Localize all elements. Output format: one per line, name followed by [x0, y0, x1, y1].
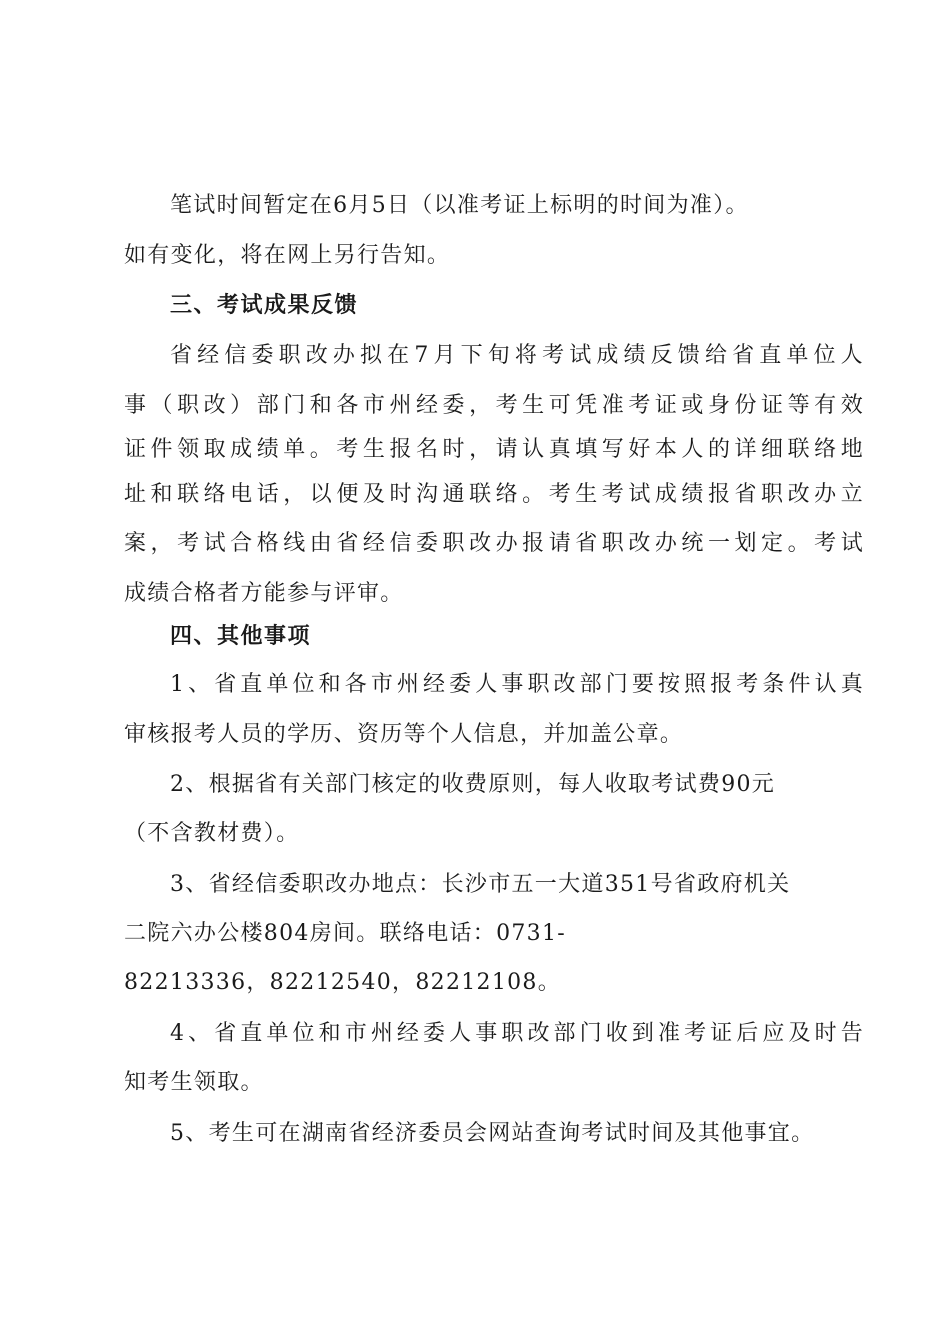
- paragraph-feedback-line-4: 址和联络电话，以便及时沟通联络。考生考试成绩报省职改办立: [124, 482, 864, 507]
- paragraph-exam-time-line-2: 如有变化，将在网上另行告知。: [124, 243, 451, 268]
- item-1-line-1: 1、省直单位和各市州经委人事职改部门要按照报考条件认真: [170, 672, 864, 697]
- paragraph-feedback-line-5: 案，考试合格线由省经信委职改办报请省职改办统一划定。考试: [124, 531, 864, 556]
- item-3-line-2: 二院六办公楼804房间。联络电话：0731-: [124, 921, 567, 946]
- section-heading-3: 三、考试成果反馈: [170, 293, 359, 318]
- paragraph-feedback-line-3: 证件领取成绩单。考生报名时，请认真填写好本人的详细联络地: [124, 437, 864, 462]
- item-1-line-2: 审核报考人员的学历、资历等个人信息，并加盖公章。: [124, 722, 684, 747]
- item-4-line-1: 4、省直单位和市州经委人事职改部门收到准考证后应及时告: [170, 1021, 864, 1046]
- item-4-line-2: 知考生领取。: [124, 1070, 264, 1095]
- item-3-line-3: 82213336，82212540，82212108。: [124, 970, 562, 995]
- item-2-line-2: （不含教材费）。: [124, 821, 300, 846]
- item-3-line-1: 3、省经信委职改办地点：长沙市五一大道351号省政府机关: [170, 872, 791, 897]
- paragraph-feedback-line-1: 省经信委职改办拟在7月下旬将考试成绩反馈给省直单位人: [170, 343, 864, 368]
- item-5-line-1: 5、考生可在湖南省经济委员会网站查询考试时间及其他事宜。: [170, 1121, 815, 1146]
- paragraph-feedback-line-2: 事（职改）部门和各市州经委，考生可凭准考证或身份证等有效: [124, 393, 864, 418]
- section-heading-4: 四、其他事项: [170, 624, 312, 649]
- paragraph-exam-time-line-1: 笔试时间暂定在6月5日（以准考证上标明的时间为准）。: [170, 193, 749, 218]
- paragraph-feedback-line-6: 成绩合格者方能参与评审。: [124, 581, 404, 606]
- item-2-line-1: 2、根据省有关部门核定的收费原则，每人收取考试费90元: [170, 772, 776, 797]
